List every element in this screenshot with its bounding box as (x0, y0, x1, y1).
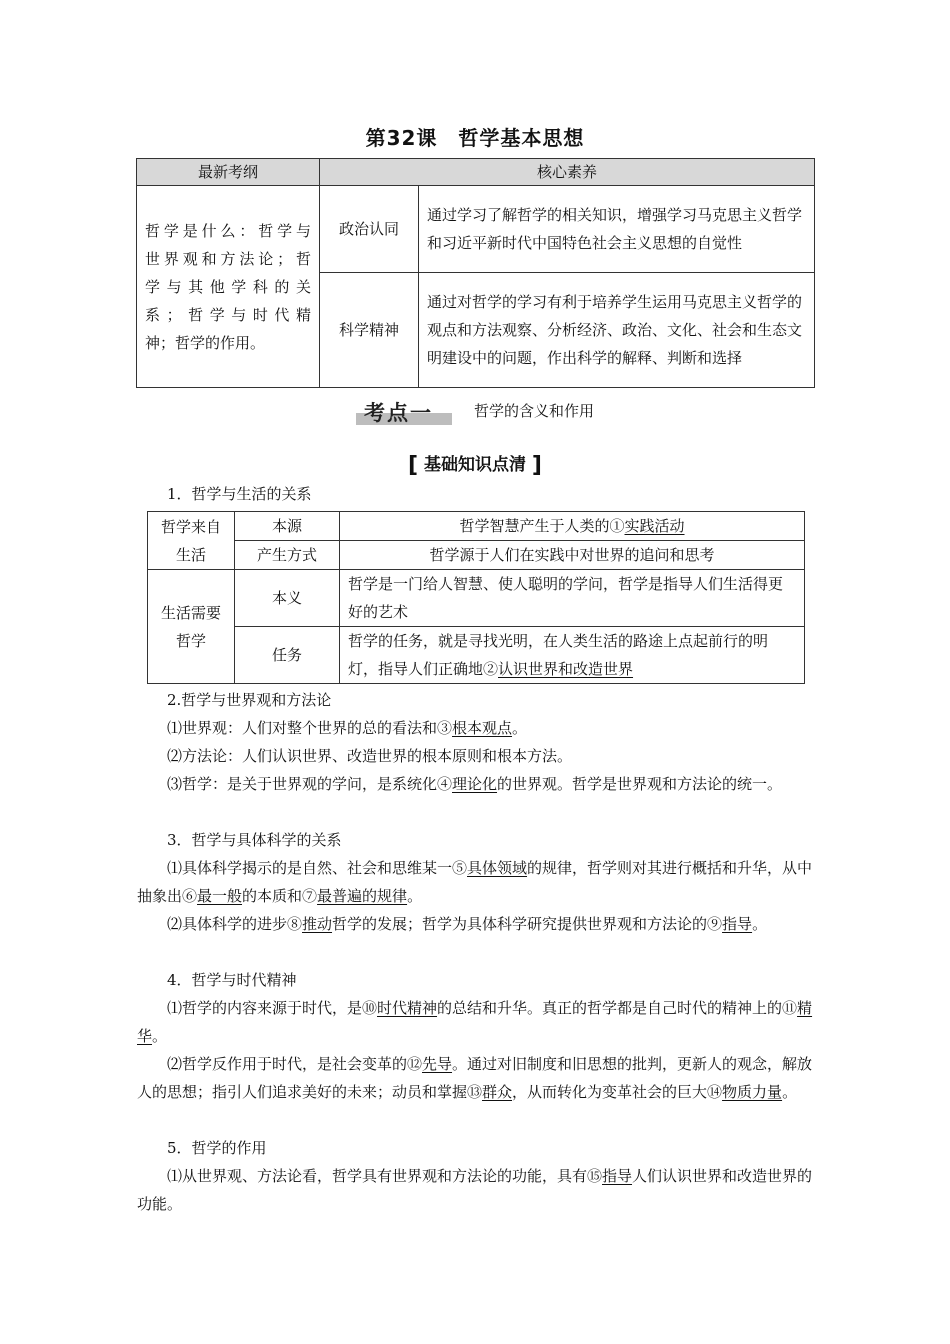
answer: 最一般 (197, 887, 243, 905)
answer: 推动 (302, 915, 333, 933)
section-heading (0, 450, 950, 478)
competency-text: 通过学习了解哲学的相关知识，增强学习马克思主义哲学和习近平新时代中国特色社会主义思想的自觉性 (419, 186, 815, 273)
answer: 群众 (482, 1083, 513, 1101)
table-row (148, 512, 805, 541)
competency-label: 政治认同 (320, 186, 419, 273)
syllabus-line: 学与其他学科的关 (145, 277, 311, 296)
row-text: 哲学的任务，就是寻找光明，在人类生活的路途上点起前行的明灯，指导人们正确地②认识世界和改造世界 (340, 627, 805, 684)
paragraph: ⑴世界观：人们对整个世界的总的看法和③根本观点。 (167, 719, 528, 737)
heading-3: 3．哲学与具体科学的关系 (167, 831, 342, 849)
syllabus-cell (137, 186, 320, 388)
answer: 根本观点 (452, 719, 513, 737)
heading-2: 2.哲学与世界观和方法论 (167, 691, 332, 709)
syllabus-line: 哲学是什么：哲学与 (145, 221, 311, 240)
answer: 物质力量 (722, 1083, 783, 1101)
syllabus-line: 世界观和方法论；哲 (145, 249, 311, 268)
section-heading-text: 基础知识点清 (424, 455, 526, 475)
answer: 时代精神 (377, 999, 438, 1017)
header-syllabus: 最新考纲 (137, 159, 320, 186)
page-title: 第32课 哲学基本思想 (365, 126, 585, 150)
answer: 认识世界和改造世界 (498, 660, 634, 678)
answer: 具体领域 (467, 859, 528, 877)
paragraph: ⑵哲学反作用于时代，是社会变革的⑫先导。通过对旧制度和旧思想的批判，更新人的观念，解放人的思想；指引人们追求美好的未来；动员和掌握⑬群众，从而转化为变革社会的巨大⑭物质力量。 (137, 1055, 813, 1101)
table-row (148, 541, 805, 570)
exam-point-topic: 哲学的含义和作用 (474, 402, 595, 420)
paragraph: ⑵具体科学的进步⑧推动哲学的发展；哲学为具体科学研究提供世界观和方法论的⑨指导。 (167, 915, 768, 933)
heading-5: 5．哲学的作用 (167, 1139, 267, 1157)
row-label: 任务 (235, 627, 340, 684)
row-text: 哲学源于人们在实践中对世界的追问和思考 (340, 541, 805, 570)
table-row (137, 186, 815, 273)
table-row (148, 570, 805, 627)
competency-label: 科学精神 (320, 273, 419, 388)
syllabus-table (136, 158, 815, 388)
competency-text: 通过对哲学的学习有利于培养学生运用马克思主义哲学的观点和方法观察、分析经济、政治、文化、社会和生态文明建设中的问题，作出科学的解释、判断和选择 (419, 273, 815, 388)
group-label: 生活需要哲学 (148, 570, 235, 684)
row-text: 哲学是一门给人智慧、使人聪明的学问，哲学是指导人们生活得更好的艺术 (340, 570, 805, 627)
answer: 实践活动 (624, 517, 685, 535)
answer: 先导 (422, 1055, 453, 1073)
right-bracket: ] (531, 453, 542, 478)
row-label: 产生方式 (235, 541, 340, 570)
exam-point-header (356, 397, 595, 429)
paragraph: ⑴从世界观、方法论看，哲学具有世界观和方法论的功能，具有⑮指导人们认识世界和改造世界的功能。 (137, 1167, 813, 1213)
answer: 理论化 (452, 775, 498, 793)
row-label: 本义 (235, 570, 340, 627)
syllabus-line: 系；哲学与时代精 (145, 305, 311, 324)
paragraph: ⑵方法论：人们认识世界、改造世界的根本原则和根本方法。 (167, 747, 573, 765)
paragraph: ⑴具体科学揭示的是自然、社会和思维某一⑤具体领域的规律，哲学则对其进行概括和升华，从中抽象出⑥最一般的本质和⑦最普遍的规律。 (137, 859, 813, 905)
table-row (148, 627, 805, 684)
header-competency: 核心素养 (320, 159, 815, 186)
group-label: 哲学来自生活 (148, 512, 235, 570)
table-header-row (137, 159, 815, 186)
row-label: 本源 (235, 512, 340, 541)
answer: 指导 (722, 915, 753, 933)
exam-point-badge: 考点一 (356, 397, 450, 425)
heading-4: 4．哲学与时代精神 (167, 971, 297, 989)
paragraph: ⑶哲学：是关于世界观的学问，是系统化④理论化的世界观。哲学是世界观和方法论的统一。 (167, 775, 783, 793)
answer: 精华 (137, 999, 813, 1045)
left-bracket: [ (408, 453, 419, 478)
heading-1: 1．哲学与生活的关系 (167, 485, 312, 503)
syllabus-line: 神；哲学的作用。 (145, 333, 266, 352)
life-table (147, 511, 805, 684)
answer: 最普遍的规律 (317, 887, 408, 905)
paragraph: ⑴哲学的内容来源于时代，是⑩时代精神的总结和升华。真正的哲学都是自己时代的精神上的⑪精华。 (137, 999, 813, 1045)
answer: 指导 (602, 1167, 633, 1185)
row-text: 哲学智慧产生于人类的①实践活动 (340, 512, 805, 541)
